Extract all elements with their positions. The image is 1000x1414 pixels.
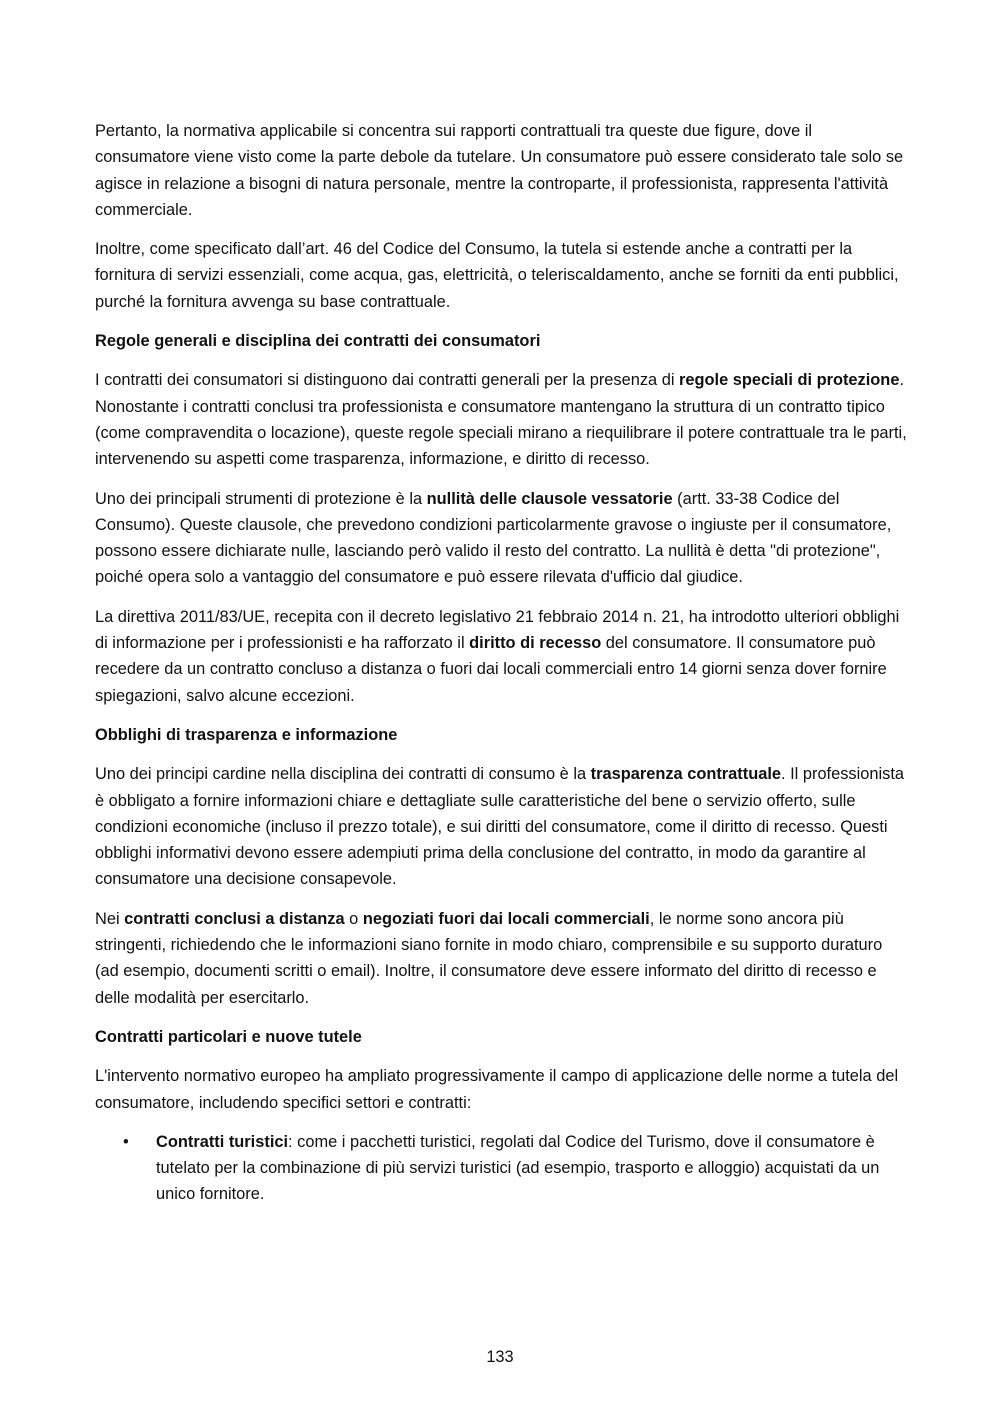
- paragraph: [95, 367, 907, 472]
- bold-term: negoziati fuori dai locali commerciali: [362, 909, 650, 928]
- document-body: [95, 118, 907, 1208]
- paragraph: Pertanto, la normativa applicabile si concentra sui rapporti contrattuali tra queste due figure, dove il consumatore viene visto come la parte debole da tutelare. Un consumatore può essere considerato tale solo se agisce in relazione a bisogni di natura personale, mentre la controparte, il professionista, rappresenta l'attività commerciale.: [95, 122, 904, 219]
- paragraph-text: Uno dei principali strumenti di protezione è la: [95, 489, 427, 508]
- page-number: 133: [486, 1348, 514, 1366]
- section-heading: Regole generali e disciplina dei contratti dei consumatori: [95, 332, 541, 351]
- bold-term: regole speciali di protezione: [679, 371, 900, 390]
- paragraph: [95, 486, 907, 591]
- paragraph-text: Uno dei principi cardine nella disciplina dei contratti di consumo è la: [95, 765, 591, 784]
- paragraph-text: , le norme sono ancora più stringenti, richiedendo che le informazioni siano fornite in modo chiaro, comprensibile e su supporto duraturo (ad esempio, documenti scritti o email). Inoltre, il consumatore deve essere informato del diritto di recesso e delle modalità per esercitarlo.: [95, 909, 883, 1007]
- bold-term: Contratti turistici: [156, 1132, 289, 1151]
- paragraph: [95, 761, 907, 892]
- paragraph: [95, 604, 907, 709]
- section-heading: Contratti particolari e nuove tutele: [95, 1027, 362, 1046]
- bold-term: trasparenza contrattuale: [590, 765, 782, 784]
- bullet-marker: •: [123, 1132, 129, 1151]
- paragraph-text: o: [344, 909, 363, 928]
- paragraph-text: . Nonostante i contratti conclusi tra professionista e consumatore mantengano la struttura di un contratto tipico (come compravendita o locazione), queste regole speciali mirano a riequilibrare il potere contrattuale tra le parti, intervenendo su aspetti come trasparenza, informazione, e diritto di recesso.: [95, 371, 907, 469]
- list-item: [123, 1129, 907, 1208]
- paragraph-text: del consumatore. Il consumatore può recedere da un contratto concluso a distanza o fuori dai locali commerciali entro 14 giorni senza dover fornire spiegazioni, salvo alcune eccezioni.: [95, 634, 887, 705]
- bold-term: nullità delle clausole vessatorie: [426, 489, 673, 508]
- paragraph-text: (artt. 33-38 Codice del Consumo). Queste clausole, che prevedono condizioni particolarmente gravose o ingiuste per il consumatore, possono essere dichiarate nulle, lasciando però valido il resto del contratto. La nullità è detta "di protezione", poiché opera solo a vantaggio del consumatore e può essere rilevata d'ufficio dal giudice.: [95, 489, 892, 587]
- paragraph-text: . Il professionista è obbligato a fornire informazioni chiare e dettagliate sulle caratteristiche del bene o servizio offerto, sulle condizioni economiche (incluso il prezzo totale), e sui diritti del consumatore, come il diritto di recesso. Questi obblighi informativi devono essere adempiuti prima della conclusione del contratto, in modo da garantire al consumatore una decisione consapevole.: [95, 765, 905, 889]
- bullet-list: [95, 1129, 907, 1208]
- paragraph-text: Nei: [95, 909, 125, 928]
- paragraph-text: La direttiva 2011/83/UE, recepita con il decreto legislativo 21 febbraio 2014 n. 21, ha introdotto ulteriori obblighi di informazione per i professionisti e ha rafforzato il: [95, 607, 900, 653]
- list-item-text: : come i pacchetti turistici, regolati dal Codice del Turismo, dove il consumatore è tutelato per la combinazione di più servizi turistici (ad esempio, trasporto e alloggio) acquistati da un unico fornitore.: [156, 1132, 880, 1204]
- paragraph: Inoltre, come specificato dall’art. 46 del Codice del Consumo, la tutela si estende anche a contratti per la fornitura di servizi essenziali, come acqua, gas, elettricità, o teleriscaldamento, anche se forniti da enti pubblici, purché la fornitura avvenga su base contrattuale.: [95, 240, 899, 311]
- paragraph: [95, 906, 907, 1011]
- paragraph-text: I contratti dei consumatori si distinguono dai contratti generali per la presenza di: [95, 371, 680, 390]
- bold-term: diritto di recesso: [469, 634, 602, 653]
- section-heading: Obblighi di trasparenza e informazione: [95, 725, 398, 744]
- bold-term: contratti conclusi a distanza: [124, 909, 345, 928]
- paragraph: L'intervento normativo europeo ha ampliato progressivamente il campo di applicazione delle norme a tutela del consumatore, includendo specifici settori e contratti:: [95, 1067, 899, 1112]
